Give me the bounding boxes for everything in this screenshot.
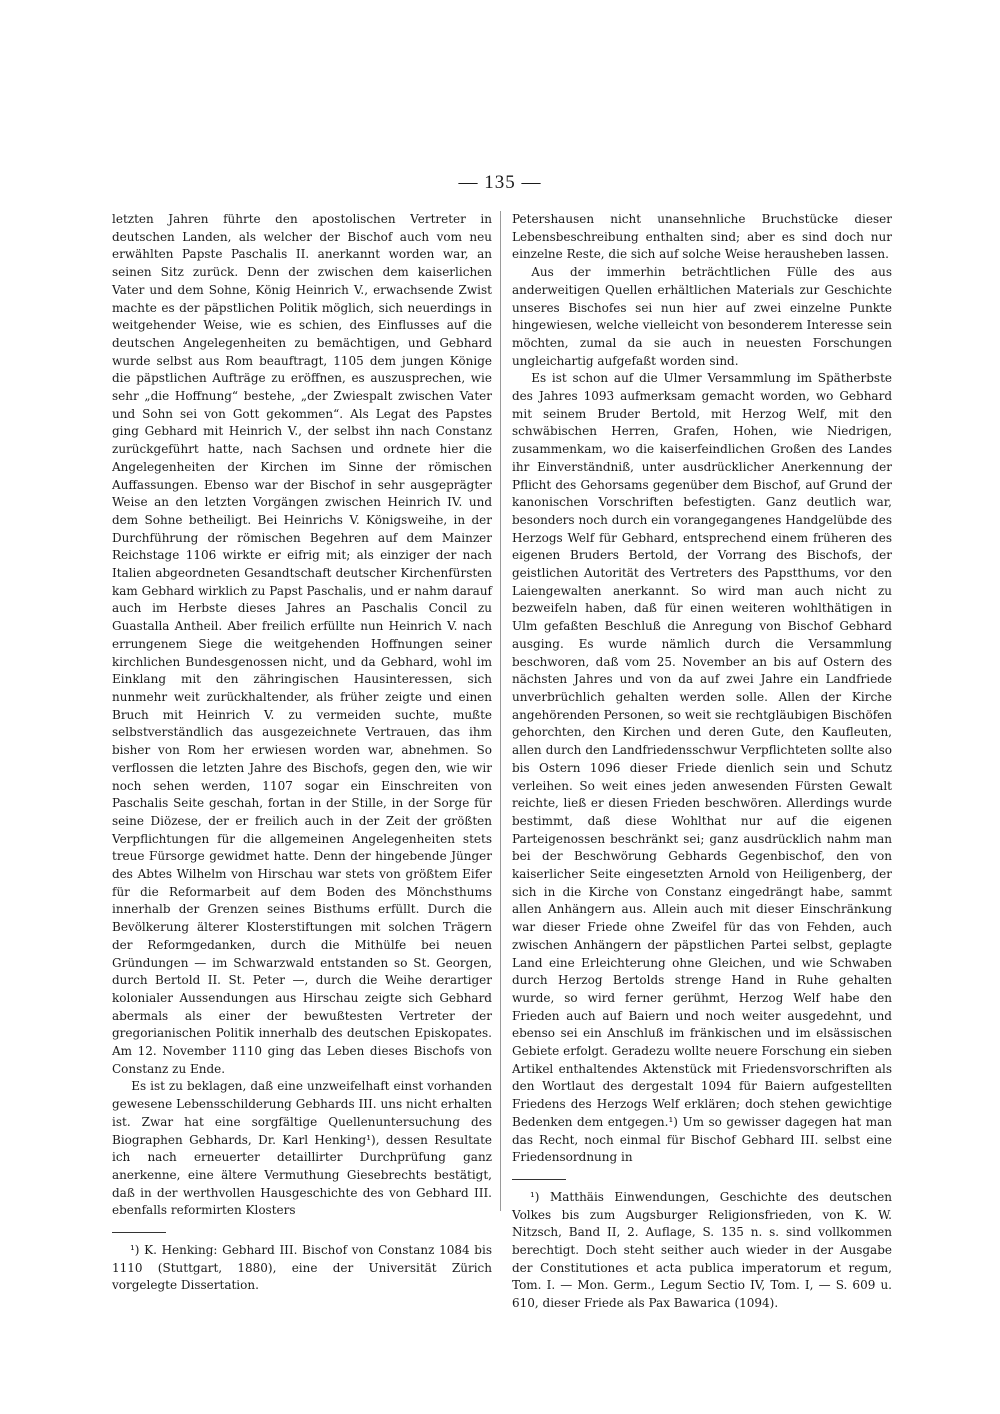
right-column: [512, 211, 892, 1313]
right-paragraph-1: Petershausen nicht unansehnliche Bruchstücke dieser Lebensbeschreibung enthalten sind; aber es sind doch nur einzelne Reste, die sich auf solche Weise herausheben lassen.: [512, 212, 892, 262]
left-column: [112, 211, 492, 1295]
footnote-rule: [112, 1232, 166, 1233]
left-footnote: ¹) K. Henking: Gebhard III. Bischof von Constanz 1084 bis 1110 (Stuttgart, 1880), eine der Universität Zürich vorgelegte Dissertation.: [112, 1243, 492, 1293]
left-paragraph-1: letzten Jahren führte den apostolischen Vertreter in deutschen Landen, als welcher der Bischof auch vom neu erwählten Papste Paschalis II. anerkannt worden war, an seinen Sitz zurück. Denn der zwischen dem kaiserlichen Vater und dem Sohne, König Heinrich V., erwachsende Zwist machte es der päpstlichen Politik möglich, sich neuerdings in weitgehender Weise, wie es schien, des Einflusses auf die deutschen Angelegenheiten zu bemächtigen, und Gebhard wurde selbst aus Rom beauftragt, 1105 dem jungen Könige die päpstlichen Aufträge zu eröffnen, es auszusprechen, wie sehr „die Hoffnung“ bestehe, „der Zwiespalt zwischen Vater und Sohn sei von Gott gekommen“. Als Legat des Papstes ging Gebhard mit Heinrich V., der selbst ihn nach Constanz zurückgeführt hatte, nach Sachsen und ordnete hier die Angelegenheiten der Kirchen im Sinne der römischen Auffassungen. Ebenso war der Bischof in sehr ausgeprägter Weise an den letzten Vorgängen zwischen Heinrich IV. und dem Sohne betheiligt. Bei Heinrichs V. Königsweihe, in der Durchführung der römischen Begehren auf dem Mainzer Reichstage 1106 wirkte er eifrig mit; als einziger der nach Italien abgeordneten Gesandtschaft deutscher Kirchenfürsten kam Gebhard wirklich zu Papst Paschalis, und er nahm darauf auch im Herbste dieses Jahres an Paschalis Concil zu Guastalla Antheil. Aber freilich erfüllte nun Heinrich V. nach errungenem Siege die weitgehenden Hoffnungen seiner kirchlichen Bundesgenossen nicht, und da Gebhard, wohl im Einklang mit den zähringischen Hausinteressen, sich nunmehr weit zurückhaltender, als früher zeigte und einen Bruch mit Heinrich V. zu vermeiden suchte, mußte selbstverständlich das ausgezeichnete Vertrauen, das ihm bisher von Rom her erwiesen worden war, abnehmen. So verflossen die letzten Jahre des Bischofs, gegen den, wie wir noch sehen werden, 1107 sogar ein Einschreiten von Paschalis Seite geschah, fortan in der Stille, in der Sorge für seine Diözese, der er freilich auch in der Zeit der größten Verpflichtungen für die allgemeinen Angelegenheiten stets treue Fürsorge gewidmet hatte. Denn der hingebende Jünger des Abtes Wilhelm von Hirschau war stets von größtem Eifer für die Reformarbeit auf dem Boden des Mönchsthums innerhalb der Grenzen seines Bisthums erfüllt. Durch die Bevölkerung älterer Klosterstiftungen mit solchen Trägern der Reformgedanken, durch die Mithülfe bei neuen Gründungen — im Schwarzwald entstanden so St. Georgen, durch Bertold II. St. Peter —, durch die Weihe derartiger kolonialer Aussendungen aus Hirschau zeigte sich Gebhard abermals als einer der bewußtesten Vertreter der gregorianischen Politik innerhalb des deutschen Episkopates. Am 12. November 1110 ging das Leben dieses Bischofs von Constanz zu Ende.: [112, 212, 492, 1076]
left-paragraph-2: Es ist zu beklagen, daß eine unzweifelhaft einst vorhanden gewesene Lebensschilderung Gebhards III. uns nicht erhalten ist. Zwar hat eine sorgfältige Quellenuntersuchung des Biographen Gebhards, Dr. Karl Henking¹), dessen Resultate ich nach erneuerter detaillirter Durchprüfung ganz anerkenne, eine ältere Vermuthung Giesebrechts bestätigt, daß in der werthvollen Hausgeschichte des von Gebhard III. ebenfalls reformirten Klosters: [112, 1079, 492, 1218]
right-paragraph-2: Aus der immerhin beträchtlichen Fülle des aus anderweitigen Quellen erhältlichen Materials zur Geschichte unseres Bischofes sei nun hier auf zwei einzelne Punkte hingewiesen, welche vielleicht von besonderem Interesse sein möchten, zumal da sie auch in neuesten Forschungen ungleichartig aufgefaßt worden sind.: [512, 265, 892, 368]
column-divider: [500, 211, 501, 1211]
right-footnote: ¹) Matthäis Einwendungen, Geschichte des deutschen Volkes bis zum Augsburger Religionsfrieden, von K. W. Nitzsch, Band II, 2. Auflage, S. 135 n. s. sind vollkommen berechtigt. Doch steht seither auch wieder in der Ausgabe der Constitutiones et acta publica imperatorum et regum, Tom. I. — Mon. Germ., Legum Sectio IV, Tom. I, — S. 609 u. 610, dieser Friede als Pax Bawarica (1094).: [512, 1189, 892, 1311]
page-number: — 135 —: [458, 172, 542, 193]
footnote-rule: [512, 1179, 566, 1180]
right-paragraph-3: Es ist schon auf die Ulmer Versammlung im Spätherbste des Jahres 1093 aufmerksam gemacht worden, wo Gebhard mit seinem Bruder Bertold, mit Herzog Welf, mit den schwäbischen Herren, Grafen, Hohen, wie Niedrigen, zusammenkam, wo die kaiserfeindlichen Großen des Landes ihr Einverständniß, unter ausdrücklicher Anerkennung der Pflicht des Gehorsams gegenüber dem Bischof, auf Grund der kanonischen Vorschriften befestigten. Ganz deutlich war, besonders noch durch ein vorangegangenes Handgelübde des Herzogs Welf für Gebhard, entsprechend einem früheren des eigenen Bruders Bertold, der Vorrang des Bischofs, der geistlichen Autorität des Vertreters des Papstthums, vor den Laiengewalten anerkannt. So wird man auch nicht zu bezweifeln haben, daß für einen weiteren wohlthätigen in Ulm gefaßten Beschluß die Anregung von Bischof Gebhard ausging. Es wurde nämlich durch die Versammlung beschworen, daß vom 25. November an bis auf Ostern des nächsten Jahres und von da auf zwei Jahre ein Landfriede unverbrüchlich gehalten werden solle. Allen der Kirche angehörenden Personen, so weit sie rechtgläubigen Bischöfen gehorchten, den Kirchen und deren Gute, den Kaufleuten, allen durch den Landfriedensschwur Verpflichteten sollte also bis Ostern 1096 dieser Friede dienlich sein und Schutz verleihen. So weit eines jeden anwesenden Fürsten Gewalt reichte, ließ er diesen Frieden beschwören. Allerdings wurde bestimmt, daß diese Wohlthat nur auf die eigenen Parteigenossen beschränkt sei; ganz ausdrücklich nahm man bei der Beschwörung Gebhards Gegenbischof, den von kaiserlicher Seite eingesetzten Arnold von Heiligenberg, der sich in die Kirche von Constanz eingedrängt habe, sammt allen Anhängern aus. Allein auch mit dieser Einschränkung war dieser Friede ohne Zweifel für das von Fehden, auch zwischen Anhängern der päpstlichen Partei selbst, geplagte Land eine Erleichterung ohne Gleichen, und wie Schwaben durch Herzog Bertolds strenge Hand in Ruhe gehalten wurde, so wird ferner gerühmt, Herzog Welf habe den Frieden auch auf Baiern und noch weiter ausgedehnt, und ebenso sei ein Anschluß im fränkischen und im elsässischen Gebiete erfolgt. Geradezu wollte neuere Forschung ein sieben Artikel enthaltendes Aktenstück mit Friedensvorschriften als den Wortlaut des dergestalt 1094 für Baiern aufgestellten Friedens des Herzogs Welf erklären; doch stehen gewichtige Bedenken dem entgegen.¹) Um so gewisser dagegen hat man das Recht, noch einmal für Bischof Gebhard III. selbst eine Friedensordnung in: [512, 371, 892, 1165]
